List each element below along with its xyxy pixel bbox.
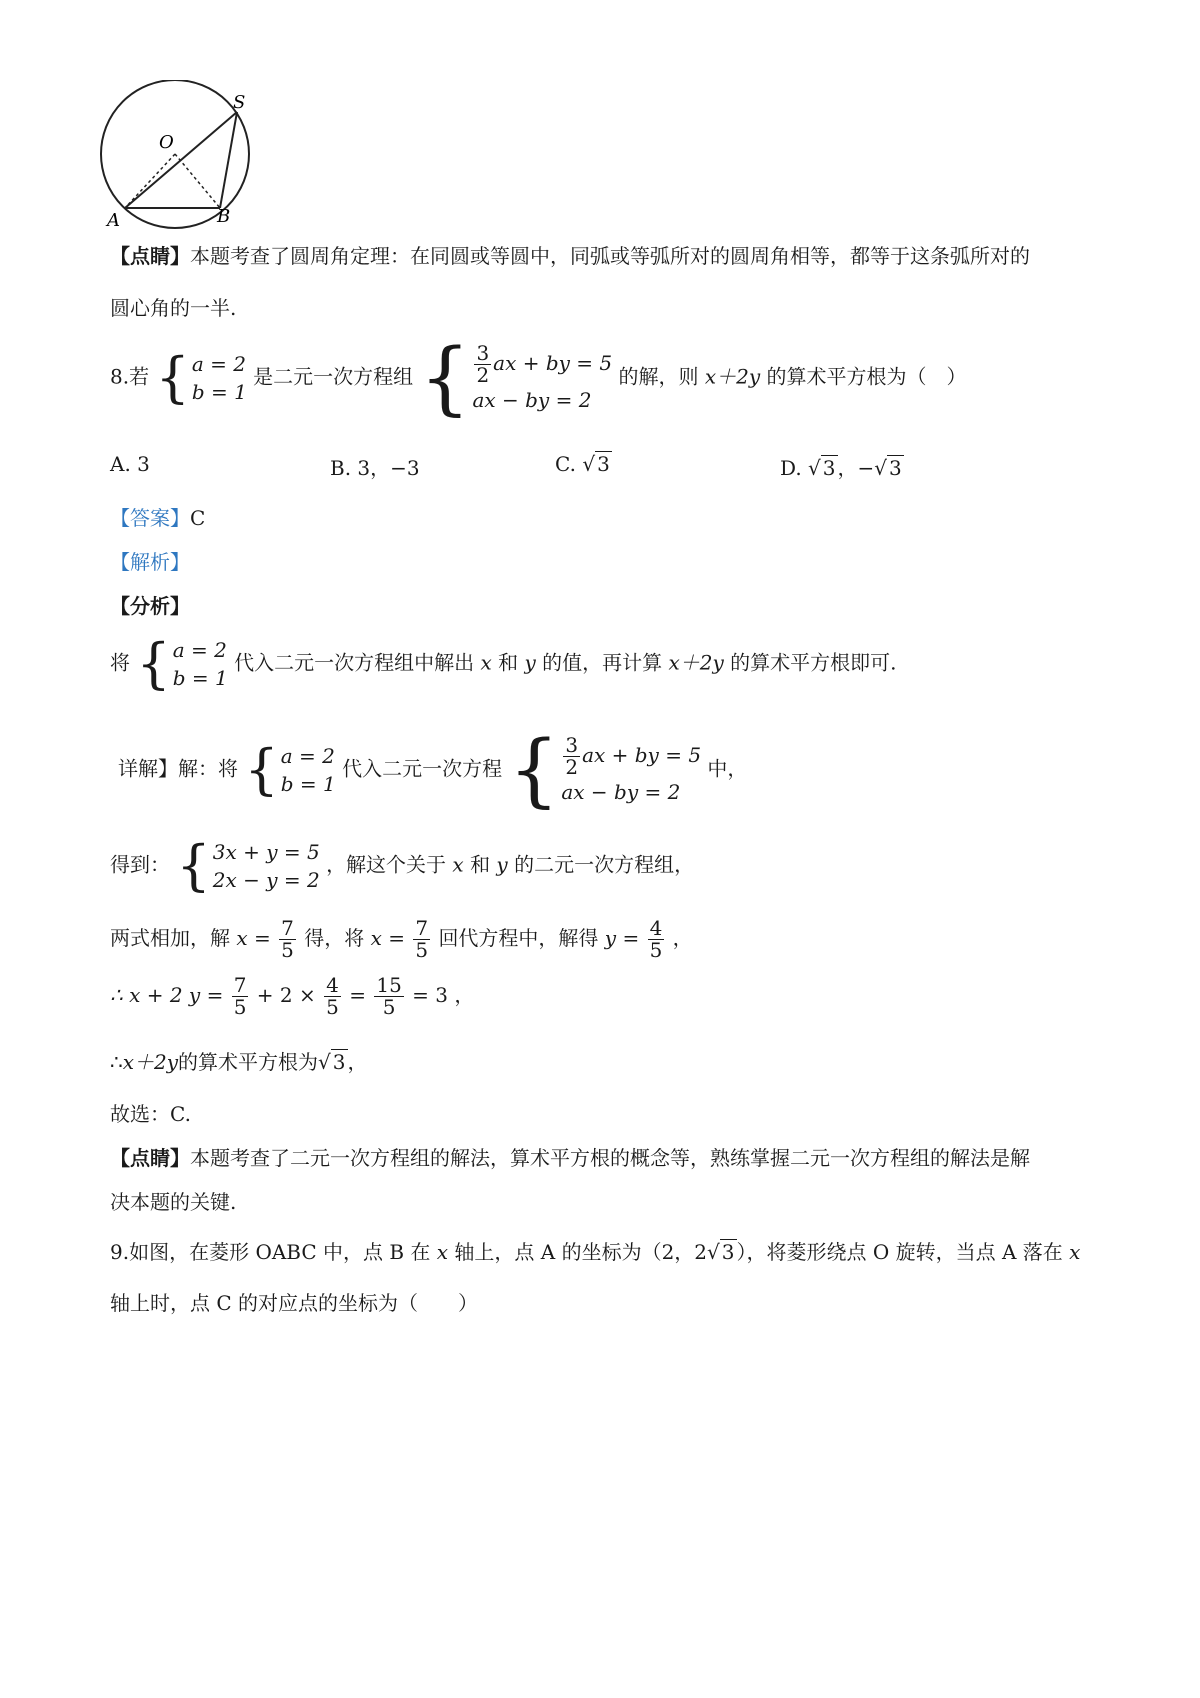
- analysis-line: 将 { a = 2 b = 1 代入二元一次方程组中解出 x 和 y 的值，再计算 x＋2y 的算术平方根即可.: [110, 632, 897, 695]
- q8-given-b: b = 1: [191, 380, 247, 404]
- q8-given-a: a = 2: [191, 352, 246, 376]
- option-c[interactable]: C. √ 3: [555, 452, 610, 476]
- therefore-line-1: ∴ x + 2 y = $\frac{7}{5}$ + 2 × $\frac{4}{5}$ = $\frac{15}{5}$ = 3 ，: [110, 973, 475, 1019]
- chord-as: [125, 112, 237, 208]
- radius-oa: [125, 154, 175, 208]
- label-s: S: [233, 92, 246, 113]
- fenxi-tag: 【分析】: [110, 594, 190, 618]
- question-9-line1: 9.如图，在菱形 OABC 中，点 B 在 x 轴上，点 A 的坐标为（2，2√ 3 ），将菱形绕点 O 旋转，当点 A 落在 x: [110, 1240, 1081, 1264]
- therefore-line-2: ∴x＋2y的算术平方根为√ 3 ，: [110, 1050, 368, 1074]
- question-9-line2: 轴上时，点 C 的对应点的坐标为（ ）: [110, 1291, 479, 1315]
- label-b: B: [217, 206, 231, 227]
- q8-expr: x＋2y: [704, 364, 761, 389]
- answer-tag: 【答案】: [110, 506, 190, 530]
- answer-value: C: [190, 506, 206, 530]
- option-b[interactable]: B. 3，−3: [330, 456, 420, 480]
- label-o: O: [159, 132, 174, 153]
- detail-line: 详解】解：将 { a = 2 b = 1 代入二元一次方程 { $\frac{3}{2}$ ax + by = 5 ax − by = 2 中，: [118, 723, 748, 816]
- q8-options: [110, 452, 1110, 482]
- q8-prefix: 8.若: [110, 364, 150, 389]
- q8-given: { a = 2 b = 1: [155, 346, 247, 409]
- q8-suffix-b: 的算术平方根为（ ）: [766, 364, 967, 389]
- sum-line: 两式相加，解 x = $\frac{7}{5}$ 得，将 x = $\frac{7}{5}$ 回代方程中，解得 y = $\frac{4}{5}$ ，: [110, 916, 693, 962]
- option-a[interactable]: A. 3: [110, 452, 150, 476]
- answer-line: [110, 502, 205, 531]
- circle-figure: [95, 80, 275, 240]
- q8-mid: 是二元一次方程组: [253, 364, 414, 389]
- chord-bs: [220, 112, 237, 208]
- question-8: [110, 331, 967, 424]
- q8-eq1: ax + by = 5: [493, 350, 613, 375]
- remark1-text1: 本题考查了圆周角定理：在同圆或等圆中，同弧或等弧所对的圆周角相等，都等于这条弧所对的: [190, 244, 1030, 268]
- remark2-line2: 决本题的关键.: [110, 1190, 237, 1214]
- q8-suffix-a: 的解，则: [618, 364, 699, 389]
- label-a: A: [107, 210, 120, 231]
- remark1-tag: 【点睛】: [110, 244, 190, 268]
- option-d[interactable]: D. √ 3 ，−√ 3: [780, 456, 902, 480]
- remark2-line1: 【点睛】本题考查了二元一次方程组的解法，算术平方根的概念等，熟练掌握二元一次方程组的解法是解: [110, 1146, 1030, 1170]
- analysis-tag: 【解析】: [110, 550, 190, 574]
- choose-line: 故选：C.: [110, 1102, 191, 1126]
- option-c-sqrt: √ 3: [582, 452, 610, 476]
- remark1-line2: 圆心角的一半.: [110, 296, 237, 320]
- q8-eq2: ax − by = 2: [472, 387, 592, 412]
- radius-ob: [175, 154, 220, 208]
- q8-system: { $\frac{3}{2}$ ax + by = 5 ax − by = 2: [419, 331, 613, 424]
- got-line: 得到： { 3x + y = 5 2x − y = 2 ，解这个关于 x 和 y 的二元一次方程组，: [110, 834, 695, 897]
- remark1-line1: [110, 240, 1030, 269]
